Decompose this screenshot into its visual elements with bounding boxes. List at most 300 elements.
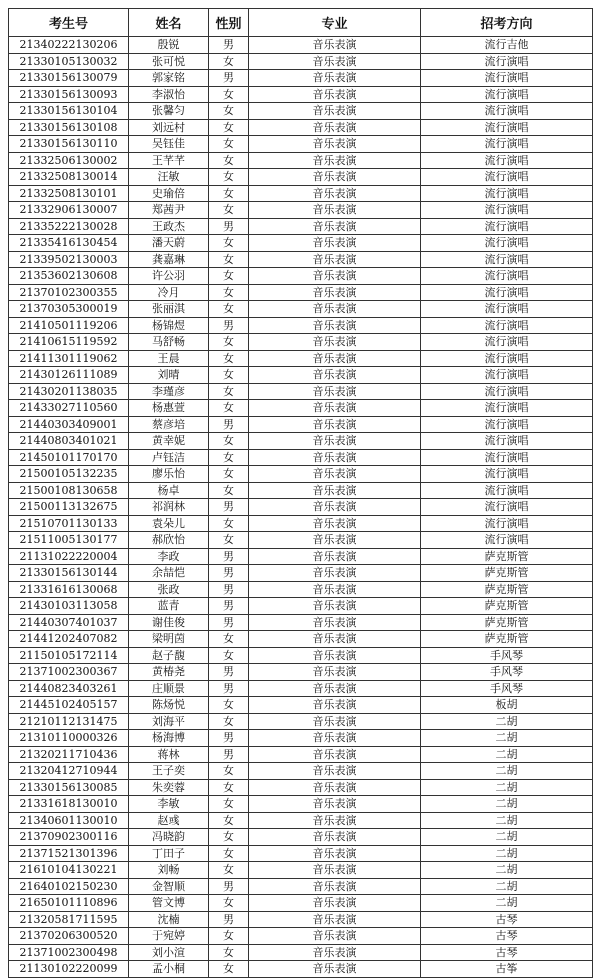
table-row (9, 202, 593, 219)
cell-major: 音乐表演 (249, 284, 421, 301)
cell-direction: 萨克斯管 (421, 631, 593, 648)
cell-major: 音乐表演 (249, 70, 421, 87)
table-row (9, 944, 593, 961)
cell-name: 史瑜倍 (129, 185, 209, 202)
cell-direction: 二胡 (421, 812, 593, 829)
cell-exam-no: 21370206300520 (9, 928, 129, 945)
cell-exam-no: 21353602130608 (9, 268, 129, 285)
cell-direction: 流行演唱 (421, 515, 593, 532)
cell-major: 音乐表演 (249, 614, 421, 631)
cell-exam-no: 21320412710944 (9, 763, 129, 780)
cell-exam-no: 21440803401021 (9, 433, 129, 450)
cell-exam-no: 21430103113058 (9, 598, 129, 615)
cell-exam-no: 21650101110896 (9, 895, 129, 912)
cell-name: 朱奕蓉 (129, 779, 209, 796)
cell-major: 音乐表演 (249, 944, 421, 961)
cell-exam-no: 21332508130101 (9, 185, 129, 202)
cell-gender: 女 (209, 400, 249, 417)
cell-exam-no: 21330156130079 (9, 70, 129, 87)
cell-gender: 女 (209, 829, 249, 846)
cell-gender: 男 (209, 317, 249, 334)
cell-direction: 流行演唱 (421, 433, 593, 450)
table-row (9, 367, 593, 384)
table-row (9, 515, 593, 532)
cell-name: 黄幸妮 (129, 433, 209, 450)
table-row (9, 664, 593, 681)
table-row (9, 911, 593, 928)
cell-major: 音乐表演 (249, 763, 421, 780)
cell-direction: 流行演唱 (421, 235, 593, 252)
cell-exam-no: 21371002300498 (9, 944, 129, 961)
cell-exam-no: 21150105172114 (9, 647, 129, 664)
table-row (9, 119, 593, 136)
cell-name: 丁田子 (129, 845, 209, 862)
cell-exam-no: 21131022220004 (9, 548, 129, 565)
cell-exam-no: 21610104130221 (9, 862, 129, 879)
cell-major: 音乐表演 (249, 350, 421, 367)
cell-gender: 女 (209, 944, 249, 961)
table-row (9, 86, 593, 103)
cell-major: 音乐表演 (249, 664, 421, 681)
cell-name: 杨卓 (129, 482, 209, 499)
cell-exam-no: 21510701130133 (9, 515, 129, 532)
cell-major: 音乐表演 (249, 218, 421, 235)
cell-gender: 女 (209, 86, 249, 103)
cell-exam-no: 21370902300116 (9, 829, 129, 846)
cell-gender: 男 (209, 70, 249, 87)
cell-direction: 二胡 (421, 713, 593, 730)
cell-exam-no: 21411301119062 (9, 350, 129, 367)
table-row (9, 499, 593, 516)
cell-name: 张政 (129, 581, 209, 598)
cell-exam-no: 21320211710436 (9, 746, 129, 763)
cell-gender: 女 (209, 697, 249, 714)
cell-gender: 女 (209, 367, 249, 384)
table-row (9, 565, 593, 582)
table-row (9, 169, 593, 186)
cell-major: 音乐表演 (249, 895, 421, 912)
cell-major: 音乐表演 (249, 515, 421, 532)
header-gender: 性别 (209, 9, 249, 37)
cell-name: 李淑怡 (129, 86, 209, 103)
cell-exam-no: 21330156130093 (9, 86, 129, 103)
cell-exam-no: 21500108130658 (9, 482, 129, 499)
cell-gender: 男 (209, 416, 249, 433)
table-row (9, 829, 593, 846)
cell-gender: 男 (209, 598, 249, 615)
table-row (9, 268, 593, 285)
table-row (9, 845, 593, 862)
cell-major: 音乐表演 (249, 383, 421, 400)
table-row (9, 152, 593, 169)
cell-name: 蒋林 (129, 746, 209, 763)
table-row (9, 416, 593, 433)
cell-name: 蔡彦培 (129, 416, 209, 433)
cell-direction: 古琴 (421, 911, 593, 928)
cell-direction: 流行演唱 (421, 334, 593, 351)
cell-name: 王子奕 (129, 763, 209, 780)
cell-major: 音乐表演 (249, 598, 421, 615)
table-row (9, 730, 593, 747)
cell-gender: 女 (209, 779, 249, 796)
cell-gender: 女 (209, 53, 249, 70)
table-row (9, 697, 593, 714)
cell-major: 音乐表演 (249, 169, 421, 186)
cell-exam-no: 21310110000326 (9, 730, 129, 747)
table-row (9, 812, 593, 829)
cell-name: 赵子馥 (129, 647, 209, 664)
cell-exam-no: 21441202407082 (9, 631, 129, 648)
cell-major: 音乐表演 (249, 746, 421, 763)
table-row (9, 862, 593, 879)
cell-gender: 男 (209, 499, 249, 516)
cell-direction: 萨克斯管 (421, 548, 593, 565)
cell-gender: 男 (209, 746, 249, 763)
cell-exam-no: 21320581711595 (9, 911, 129, 928)
cell-exam-no: 21511005130177 (9, 532, 129, 549)
cell-gender: 男 (209, 565, 249, 582)
cell-exam-no: 21433027110560 (9, 400, 129, 417)
table-row (9, 185, 593, 202)
table-row (9, 334, 593, 351)
cell-major: 音乐表演 (249, 185, 421, 202)
cell-major: 音乐表演 (249, 268, 421, 285)
cell-direction: 二胡 (421, 878, 593, 895)
cell-major: 音乐表演 (249, 449, 421, 466)
cell-major: 音乐表演 (249, 680, 421, 697)
cell-major: 音乐表演 (249, 812, 421, 829)
cell-major: 音乐表演 (249, 565, 421, 582)
cell-name: 王芊芊 (129, 152, 209, 169)
cell-gender: 女 (209, 763, 249, 780)
cell-name: 殷锐 (129, 37, 209, 54)
cell-direction: 流行演唱 (421, 86, 593, 103)
table-row (9, 350, 593, 367)
cell-major: 音乐表演 (249, 829, 421, 846)
cell-gender: 女 (209, 185, 249, 202)
table-row (9, 301, 593, 318)
cell-name: 刘小渲 (129, 944, 209, 961)
table-row (9, 70, 593, 87)
cell-direction: 手风琴 (421, 647, 593, 664)
table-row (9, 548, 593, 565)
cell-direction: 流行演唱 (421, 251, 593, 268)
header-name: 姓名 (129, 9, 209, 37)
cell-gender: 女 (209, 796, 249, 813)
cell-gender: 女 (209, 515, 249, 532)
cell-major: 音乐表演 (249, 647, 421, 664)
cell-name: 袁朵儿 (129, 515, 209, 532)
cell-major: 音乐表演 (249, 631, 421, 648)
cell-name: 刘晴 (129, 367, 209, 384)
cell-gender: 女 (209, 202, 249, 219)
cell-major: 音乐表演 (249, 119, 421, 136)
cell-exam-no: 21640102150230 (9, 878, 129, 895)
cell-direction: 二胡 (421, 845, 593, 862)
cell-gender: 女 (209, 350, 249, 367)
cell-direction: 萨克斯管 (421, 581, 593, 598)
cell-major: 音乐表演 (249, 961, 421, 978)
cell-name: 冷月 (129, 284, 209, 301)
cell-major: 音乐表演 (249, 334, 421, 351)
cell-exam-no: 21440823403261 (9, 680, 129, 697)
cell-direction: 二胡 (421, 763, 593, 780)
cell-name: 陈炀悦 (129, 697, 209, 714)
cell-exam-no: 21335416130454 (9, 235, 129, 252)
cell-exam-no: 21330156130144 (9, 565, 129, 582)
cell-major: 音乐表演 (249, 301, 421, 318)
table-row (9, 482, 593, 499)
cell-gender: 女 (209, 383, 249, 400)
cell-name: 郭家铭 (129, 70, 209, 87)
cell-exam-no: 21332506130002 (9, 152, 129, 169)
cell-exam-no: 21130102220099 (9, 961, 129, 978)
cell-direction: 流行演唱 (421, 70, 593, 87)
cell-direction: 流行演唱 (421, 466, 593, 483)
cell-major: 音乐表演 (249, 367, 421, 384)
cell-name: 赵彧 (129, 812, 209, 829)
cell-name: 杨海博 (129, 730, 209, 747)
cell-major: 音乐表演 (249, 911, 421, 928)
cell-major: 音乐表演 (249, 86, 421, 103)
table-row (9, 631, 593, 648)
cell-gender: 男 (209, 614, 249, 631)
cell-major: 音乐表演 (249, 37, 421, 54)
cell-direction: 古筝 (421, 961, 593, 978)
table-row (9, 779, 593, 796)
cell-exam-no: 21450101170170 (9, 449, 129, 466)
table-row (9, 680, 593, 697)
cell-gender: 男 (209, 581, 249, 598)
table-row (9, 383, 593, 400)
cell-gender: 女 (209, 482, 249, 499)
cell-major: 音乐表演 (249, 845, 421, 862)
cell-gender: 女 (209, 235, 249, 252)
cell-exam-no: 21331618130010 (9, 796, 129, 813)
cell-name: 张馨匀 (129, 103, 209, 120)
cell-name: 刘畅 (129, 862, 209, 879)
header-major: 专业 (249, 9, 421, 37)
cell-direction: 流行演唱 (421, 482, 593, 499)
cell-gender: 男 (209, 218, 249, 235)
cell-direction: 流行演唱 (421, 103, 593, 120)
table-row (9, 581, 593, 598)
cell-name: 马舒畅 (129, 334, 209, 351)
cell-name: 余喆恺 (129, 565, 209, 582)
cell-name: 潘天蔚 (129, 235, 209, 252)
cell-exam-no: 21335222130028 (9, 218, 129, 235)
cell-name: 龚嘉琳 (129, 251, 209, 268)
cell-name: 李敏 (129, 796, 209, 813)
cell-gender: 男 (209, 37, 249, 54)
cell-direction: 流行演唱 (421, 284, 593, 301)
cell-exam-no: 21210112131475 (9, 713, 129, 730)
header-row (9, 9, 593, 37)
cell-exam-no: 21440303409001 (9, 416, 129, 433)
cell-name: 梁明茵 (129, 631, 209, 648)
cell-major: 音乐表演 (249, 499, 421, 516)
cell-name: 刘远村 (129, 119, 209, 136)
table-row (9, 400, 593, 417)
cell-major: 音乐表演 (249, 862, 421, 879)
cell-major: 音乐表演 (249, 779, 421, 796)
cell-major: 音乐表演 (249, 202, 421, 219)
cell-name: 张丽淇 (129, 301, 209, 318)
cell-direction: 二胡 (421, 730, 593, 747)
cell-major: 音乐表演 (249, 928, 421, 945)
cell-major: 音乐表演 (249, 482, 421, 499)
cell-exam-no: 21370102300355 (9, 284, 129, 301)
cell-exam-no: 21410615119592 (9, 334, 129, 351)
cell-gender: 女 (209, 449, 249, 466)
cell-direction: 二胡 (421, 796, 593, 813)
cell-name: 郝欣怡 (129, 532, 209, 549)
cell-major: 音乐表演 (249, 152, 421, 169)
cell-gender: 女 (209, 284, 249, 301)
cell-gender: 女 (209, 862, 249, 879)
cell-major: 音乐表演 (249, 466, 421, 483)
cell-direction: 流行演唱 (421, 268, 593, 285)
cell-name: 卢钰洁 (129, 449, 209, 466)
cell-gender: 女 (209, 647, 249, 664)
cell-name: 于宛婷 (129, 928, 209, 945)
cell-direction: 萨克斯管 (421, 565, 593, 582)
cell-major: 音乐表演 (249, 136, 421, 153)
admission-list-sheet (8, 8, 592, 978)
cell-gender: 女 (209, 334, 249, 351)
cell-direction: 流行演唱 (421, 400, 593, 417)
cell-direction: 古琴 (421, 928, 593, 945)
cell-gender: 男 (209, 548, 249, 565)
cell-gender: 女 (209, 268, 249, 285)
cell-exam-no: 21445102405157 (9, 697, 129, 714)
cell-exam-no: 21371002300367 (9, 664, 129, 681)
cell-name: 郑茜尹 (129, 202, 209, 219)
table-row (9, 53, 593, 70)
cell-exam-no: 21370305300019 (9, 301, 129, 318)
cell-major: 音乐表演 (249, 251, 421, 268)
table-row (9, 103, 593, 120)
table-row (9, 961, 593, 978)
cell-direction: 流行演唱 (421, 383, 593, 400)
table-row (9, 136, 593, 153)
header-exam-no: 考生号 (9, 9, 129, 37)
table-row (9, 37, 593, 54)
cell-name: 冯晓韵 (129, 829, 209, 846)
cell-exam-no: 21330105130032 (9, 53, 129, 70)
cell-gender: 女 (209, 251, 249, 268)
cell-direction: 流行演唱 (421, 202, 593, 219)
header-direction: 招考方向 (421, 9, 593, 37)
cell-gender: 女 (209, 631, 249, 648)
cell-name: 吴钰佳 (129, 136, 209, 153)
cell-gender: 男 (209, 664, 249, 681)
cell-exam-no: 21340601130010 (9, 812, 129, 829)
cell-direction: 古琴 (421, 944, 593, 961)
table-row (9, 928, 593, 945)
cell-gender: 男 (209, 911, 249, 928)
table-row (9, 713, 593, 730)
cell-direction: 流行演唱 (421, 185, 593, 202)
table-row (9, 532, 593, 549)
cell-gender: 女 (209, 532, 249, 549)
table-row (9, 796, 593, 813)
cell-major: 音乐表演 (249, 796, 421, 813)
cell-direction: 二胡 (421, 779, 593, 796)
cell-name: 王政杰 (129, 218, 209, 235)
cell-gender: 女 (209, 928, 249, 945)
cell-direction: 手风琴 (421, 664, 593, 681)
cell-exam-no: 21332906130007 (9, 202, 129, 219)
cell-direction: 流行演唱 (421, 449, 593, 466)
cell-direction: 流行演唱 (421, 350, 593, 367)
cell-gender: 女 (209, 433, 249, 450)
cell-direction: 二胡 (421, 862, 593, 879)
cell-major: 音乐表演 (249, 697, 421, 714)
cell-name: 李政 (129, 548, 209, 565)
cell-gender: 女 (209, 103, 249, 120)
cell-name: 李瑾彦 (129, 383, 209, 400)
cell-exam-no: 21330156130110 (9, 136, 129, 153)
cell-major: 音乐表演 (249, 235, 421, 252)
cell-direction: 流行演唱 (421, 53, 593, 70)
cell-direction: 二胡 (421, 829, 593, 846)
cell-major: 音乐表演 (249, 400, 421, 417)
table-row (9, 251, 593, 268)
table-row (9, 449, 593, 466)
cell-direction: 流行吉他 (421, 37, 593, 54)
cell-gender: 女 (209, 895, 249, 912)
cell-direction: 流行演唱 (421, 169, 593, 186)
cell-name: 庄顺景 (129, 680, 209, 697)
cell-direction: 流行演唱 (421, 317, 593, 334)
cell-name: 管文博 (129, 895, 209, 912)
cell-gender: 女 (209, 845, 249, 862)
cell-direction: 流行演唱 (421, 301, 593, 318)
cell-name: 许公羽 (129, 268, 209, 285)
cell-major: 音乐表演 (249, 317, 421, 334)
cell-name: 黄椿尧 (129, 664, 209, 681)
cell-exam-no: 21331616130068 (9, 581, 129, 598)
cell-direction: 流行演唱 (421, 532, 593, 549)
cell-gender: 女 (209, 713, 249, 730)
table-body (9, 37, 593, 978)
cell-exam-no: 21410501119206 (9, 317, 129, 334)
cell-exam-no: 21440307401037 (9, 614, 129, 631)
cell-gender: 男 (209, 730, 249, 747)
cell-name: 杨惠萱 (129, 400, 209, 417)
cell-name: 蓝青 (129, 598, 209, 615)
cell-major: 音乐表演 (249, 548, 421, 565)
table-row (9, 235, 593, 252)
table-row (9, 466, 593, 483)
cell-exam-no: 21330156130085 (9, 779, 129, 796)
cell-name: 王晨 (129, 350, 209, 367)
cell-major: 音乐表演 (249, 730, 421, 747)
cell-gender: 女 (209, 136, 249, 153)
table-row (9, 317, 593, 334)
cell-direction: 萨克斯管 (421, 598, 593, 615)
cell-name: 祁润林 (129, 499, 209, 516)
cell-exam-no: 21430201138035 (9, 383, 129, 400)
cell-gender: 女 (209, 152, 249, 169)
table-row (9, 598, 593, 615)
cell-exam-no: 21500105132235 (9, 466, 129, 483)
cell-exam-no: 21330156130108 (9, 119, 129, 136)
table-row (9, 433, 593, 450)
cell-name: 杨锦煜 (129, 317, 209, 334)
cell-gender: 女 (209, 466, 249, 483)
